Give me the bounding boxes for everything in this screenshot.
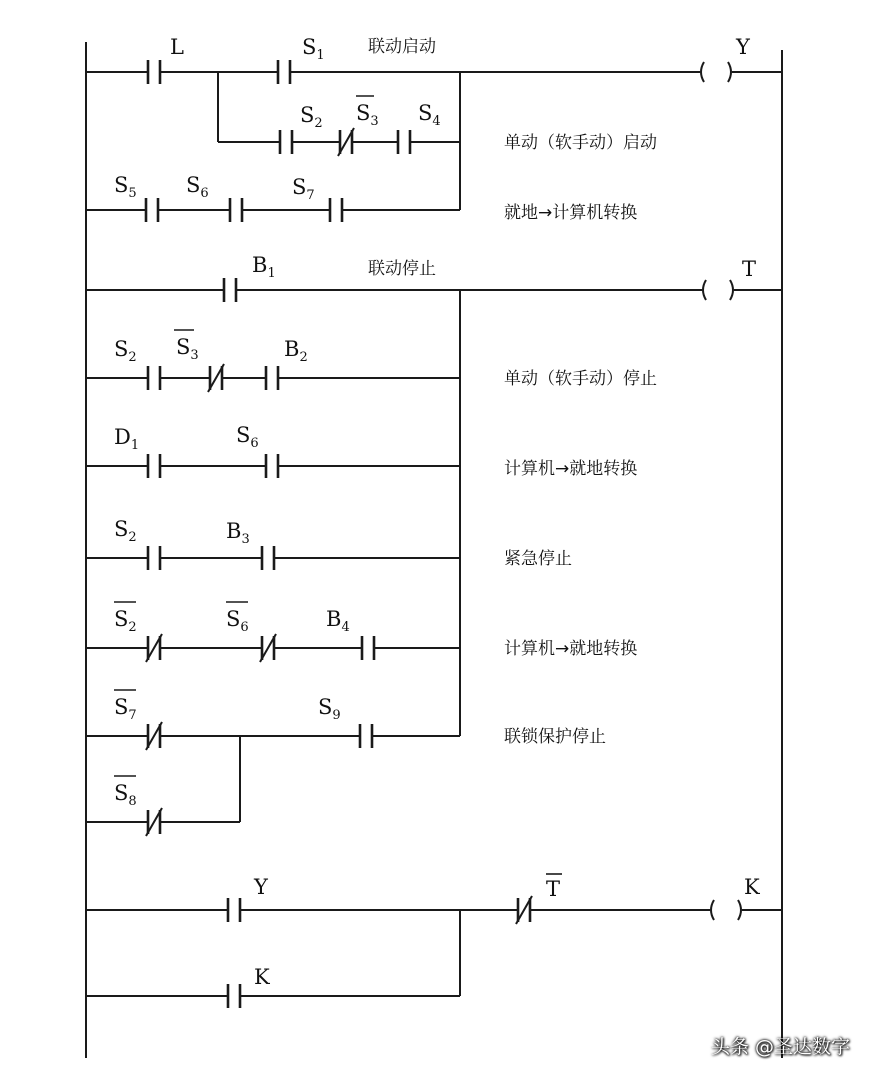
label-s5: $S_5$ <box>114 173 137 201</box>
label-s4: $S_4$ <box>418 101 441 129</box>
label-k: K <box>254 965 270 989</box>
contact-k <box>228 984 240 1008</box>
contact-s6b <box>266 454 278 478</box>
note-emergency-stop: 紧急停止 <box>504 549 572 569</box>
label-b3: $B_3$ <box>226 519 250 547</box>
label-s6c: $S_6$ <box>226 607 249 635</box>
contact-s1 <box>278 60 290 84</box>
contact-b2 <box>266 366 278 390</box>
contact-s2d-nc <box>146 634 162 662</box>
label-s2c: $S_2$ <box>114 517 137 545</box>
contact-s3b-nc <box>208 364 224 392</box>
contact-y <box>228 898 240 922</box>
label-s2a: $S_2$ <box>300 103 323 131</box>
contact-s9 <box>360 724 372 748</box>
note-computer-to-local-2: 计算机→就地转换 <box>504 639 638 659</box>
label-t: T <box>546 877 561 901</box>
label-b2: $B_2$ <box>284 337 308 365</box>
coil-y <box>701 62 731 82</box>
output-label-y: Y <box>736 35 750 59</box>
coil-t <box>703 280 733 300</box>
label-s7b: $S_7$ <box>114 695 137 723</box>
note-interlock-stop: 联锁保护停止 <box>504 727 606 747</box>
note-linked-start: 联动启动 <box>368 37 436 57</box>
label-s2b: $S_2$ <box>114 337 137 365</box>
contact-s6a <box>230 198 242 222</box>
output-label-k: K <box>744 875 760 899</box>
contact-s2c <box>148 546 160 570</box>
label-s8: $S_8$ <box>114 781 137 809</box>
contact-b3 <box>262 546 274 570</box>
rung-k <box>86 896 782 1008</box>
output-label-t: T <box>742 257 757 281</box>
coil-k <box>711 900 741 920</box>
contact-s6c-nc <box>260 634 276 662</box>
note-linked-stop: 联动停止 <box>368 259 436 279</box>
label-s7a: $S_7$ <box>292 175 315 203</box>
label-s6b: $S_6$ <box>236 423 259 451</box>
contact-s7a <box>330 198 342 222</box>
label-y: Y <box>254 875 268 899</box>
label-b1: $B_1$ <box>252 253 276 281</box>
note-single-stop: 单动（软手动）停止 <box>504 369 657 389</box>
contact-b1 <box>224 278 236 302</box>
label-l: L <box>170 35 184 59</box>
contact-s3a-nc <box>338 128 354 156</box>
contact-l <box>148 60 160 84</box>
contact-s7b-nc <box>146 722 162 750</box>
note-local-to-computer: 就地→计算机转换 <box>504 203 638 223</box>
label-s2d: $S_2$ <box>114 607 137 635</box>
contact-s4 <box>398 130 410 154</box>
contact-d1 <box>148 454 160 478</box>
note-computer-to-local-1: 计算机→就地转换 <box>504 459 638 479</box>
label-b4: $B_4$ <box>326 607 350 635</box>
label-s1: $S_1$ <box>302 35 325 63</box>
label-s6a: $S_6$ <box>186 173 209 201</box>
note-single-start: 单动（软手动）启动 <box>504 133 657 153</box>
rung-y <box>86 60 782 222</box>
watermark: 头条 @圣达数字 <box>710 1036 850 1058</box>
label-s3b: $S_3$ <box>176 335 199 363</box>
contact-s2a <box>280 130 292 154</box>
contact-t-nc <box>516 896 532 924</box>
contact-s8-nc <box>146 808 162 836</box>
contact-s2b <box>148 366 160 390</box>
label-d1: $D_1$ <box>114 425 140 453</box>
contact-s5 <box>146 198 158 222</box>
label-s9: $S_9$ <box>318 695 341 723</box>
contact-b4 <box>362 636 374 660</box>
label-s3a: $S_3$ <box>356 101 379 129</box>
